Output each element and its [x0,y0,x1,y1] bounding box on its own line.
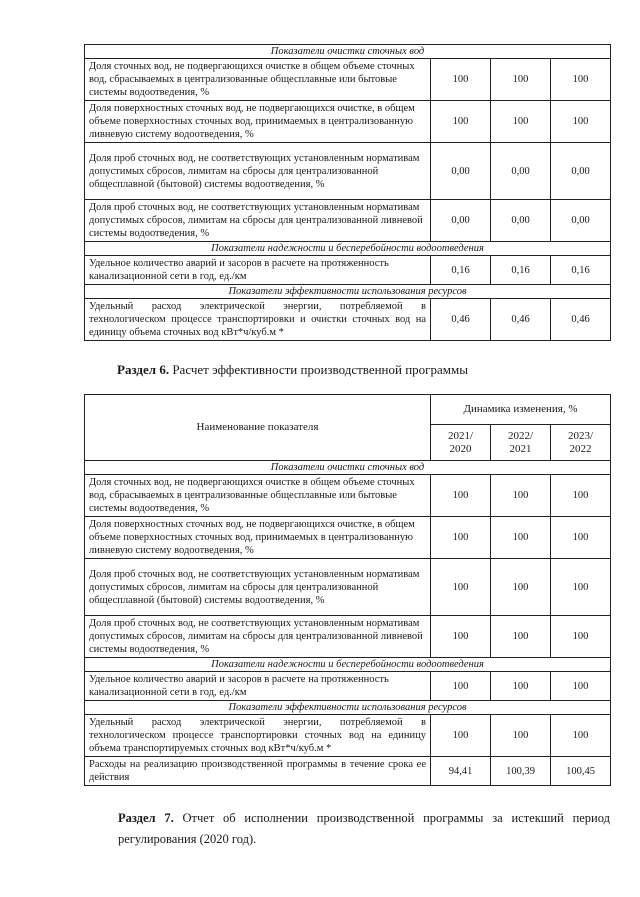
indicator-label: Доля проб сточных вод, не соответствующих установленным нормативам допустимых сбросов, лимитам на сбросы для централизованной общесплавной (бытовой) системы водоотведения, % [85,559,431,616]
table-row [85,59,611,101]
indicator-label: Доля сточных вод, не подвергающихся очистке в общем объеме сточных вод, сбрасываемых в централизованные общесплавные или бытовые системы водоотведения, % [85,59,431,101]
indicator-label: Удельный расход электрической энергии, потребляемой в технологическом процессе транспортировки сточных вод на единицу объема транспортируемых сточных вод кВт*ч/куб.м * [85,715,431,757]
indicator-value: 100 [551,475,611,517]
indicator-value: 100 [431,715,491,757]
indicator-value: 0,16 [551,256,611,285]
indicator-value: 100 [491,101,551,143]
indicator-value: 100 [551,616,611,658]
indicator-value: 94,41 [431,757,491,786]
indicator-value: 100 [551,517,611,559]
section-6-text: Расчет эффективности производственной программы [172,362,468,377]
section-row [85,701,611,715]
indicator-value: 100 [491,475,551,517]
indicator-label: Удельное количество аварий и засоров в расчете на протяженность канализационной сети в год, ед./км [85,256,431,285]
section-7-label: Раздел 7. [118,811,174,825]
indicator-value: 0,16 [491,256,551,285]
table-row [85,559,611,616]
table-row [85,757,611,786]
indicator-value: 100 [431,616,491,658]
section-row [85,658,611,672]
indicator-label: Доля проб сточных вод, не соответствующих установленным нормативам допустимых сбросов, лимитам на сбросы для централизованной ливневой системы водоотведения, % [85,616,431,658]
indicator-label: Доля сточных вод, не подвергающихся очистке в общем объеме сточных вод, сбрасываемых в централизованные общесплавные или бытовые системы водоотведения, % [85,475,431,517]
table-row [85,715,611,757]
table-row [85,517,611,559]
year-header-3: 2023/ 2022 [551,425,611,461]
efficiency-table-header [85,395,611,461]
indicator-value: 0,46 [551,299,611,341]
year-header-1: 2021/ 2020 [431,425,491,461]
section-title: Показатели очистки сточных вод [85,461,611,475]
section-6-label: Раздел 6. [117,362,170,377]
table-row [85,200,611,242]
section-row [85,285,611,299]
section-row [85,461,611,475]
year-header-2: 2022/ 2021 [491,425,551,461]
indicator-value: 0,16 [431,256,491,285]
indicator-label: Доля поверхностных сточных вод, не подвергающихся очистке, в общем объеме поверхностных сточных вод, принимаемых в централизованную ливневую систему водоотведения, % [85,517,431,559]
section-6-heading [117,362,468,378]
indicator-value: 0,00 [551,200,611,242]
efficiency-table [84,394,611,786]
indicator-value: 0,00 [431,143,491,200]
section-title: Показатели очистки сточных вод [85,45,611,59]
section-row [85,242,611,256]
table-row [85,101,611,143]
indicator-value: 0,00 [551,143,611,200]
indicator-value: 100 [551,59,611,101]
indicator-label: Удельное количество аварий и засоров в расчете на протяженность канализационной сети в год, ед./км [85,672,431,701]
indicator-label: Доля проб сточных вод, не соответствующих установленным нормативам допустимых сбросов, лимитам на сбросы для централизованной общесплавной (бытовой) системы водоотведения, % [85,143,431,200]
indicator-value: 100 [431,475,491,517]
section-title: Показатели эффективности использования ресурсов [85,285,611,299]
indicator-label: Расходы на реализацию производственной программы в течение срока ее действия [85,757,431,786]
indicator-value: 100 [491,517,551,559]
section-title: Показатели надежности и бесперебойности водоотведения [85,658,611,672]
indicator-value: 100 [551,715,611,757]
indicator-value: 100 [551,559,611,616]
indicator-value: 100 [491,672,551,701]
indicator-value: 0,00 [491,200,551,242]
dynamics-header: Динамика изменения, % [431,395,611,425]
indicators-table-1-body [85,45,611,341]
indicator-label: Удельный расход электрической энергии, потребляемой в технологическом процессе транспортировки и очистки сточных вод на единицу объема сточных вод кВт*ч/куб.м * [85,299,431,341]
indicator-value: 100 [491,59,551,101]
indicator-value: 100 [551,101,611,143]
section-title: Показатели эффективности использования ресурсов [85,701,611,715]
indicator-name-header: Наименование показателя [85,395,431,461]
indicator-value: 0,00 [491,143,551,200]
indicator-label: Доля проб сточных вод, не соответствующих установленным нормативам допустимых сбросов, лимитам на сбросы для централизованной ливневой системы водоотведения, % [85,200,431,242]
table-row [85,475,611,517]
indicator-value: 100 [491,715,551,757]
indicator-label: Доля поверхностных сточных вод, не подвергающихся очистке, в общем объеме поверхностных сточных вод, принимаемых в централизованную ливневую систему водоотведения, % [85,101,431,143]
indicator-value: 0,46 [431,299,491,341]
indicator-value: 100 [431,59,491,101]
section-row [85,45,611,59]
indicator-value: 100 [431,101,491,143]
efficiency-table-body [85,461,611,786]
indicator-value: 100,45 [551,757,611,786]
section-7-text: Отчет об исполнении производственной программы за истекший период регулирования (2020 год). [118,811,610,846]
table-row [85,299,611,341]
indicator-value: 0,00 [431,200,491,242]
table-row [85,672,611,701]
indicator-value: 0,46 [491,299,551,341]
indicator-value: 100,39 [491,757,551,786]
indicator-value: 100 [491,616,551,658]
table-row [85,616,611,658]
table-row [85,143,611,200]
table-row [85,256,611,285]
indicator-value: 100 [491,559,551,616]
indicator-value: 100 [551,672,611,701]
indicator-value: 100 [431,517,491,559]
indicator-value: 100 [431,559,491,616]
section-7-paragraph [118,808,610,850]
section-title: Показатели надежности и бесперебойности водоотведения [85,242,611,256]
indicator-value: 100 [431,672,491,701]
indicators-table-1 [84,44,611,341]
